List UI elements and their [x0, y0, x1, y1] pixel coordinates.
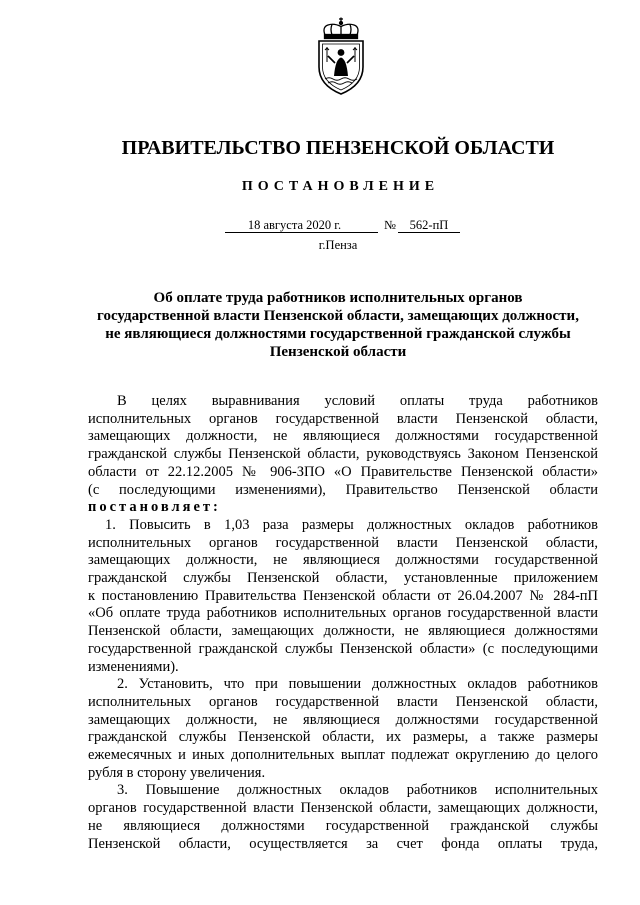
body-line: органов государственной власти Пензенской области, замещающих должности,	[88, 800, 598, 817]
body-line: Пензенской области, замещающих должности, не являющиеся должностями	[88, 623, 598, 640]
shield	[319, 41, 363, 94]
authority-title: ПРАВИТЕЛЬСТВО ПЕНЗЕНСКОЙ ОБЛАСТИ	[121, 137, 555, 159]
body-line: Пензенской области, осуществляется за счет фонда оплаты труда,	[88, 835, 598, 852]
body-line: замещающих должности, не являющиеся должностями государственной	[88, 552, 598, 569]
body-line: исполнительных органов государственной власти Пензенской области,	[88, 410, 598, 427]
heading-line: Пензенской области	[269, 344, 407, 360]
body-line: рубля в сторону увеличения.	[88, 764, 266, 781]
heading-line: не являющиеся должностями государственной гражданской службы	[105, 326, 571, 342]
body-line: 3. Повышение должностных окладов работников исполнительных	[117, 782, 598, 799]
body-line: к постановлению Правительства Пензенской области от 26.04.2007 № 284-пП	[88, 587, 598, 604]
body-line: исполнительных органов государственной власти Пензенской области,	[88, 693, 598, 710]
body-line: области от 22.12.2005 № 906-ЗПО «О Правительстве Пензенской области»	[88, 463, 598, 480]
body-line: государственной гражданской службы Пензенской области» (с последующими	[88, 640, 598, 657]
body-line: «Об оплате труда работников исполнительных органов государственной власти	[88, 605, 598, 622]
number-sign: №	[384, 218, 396, 232]
body-line: гражданской службы Пензенской области, руководствуясь Законом Пензенской	[88, 446, 598, 463]
city: г.Пенза	[318, 238, 358, 252]
coat-of-arms-icon	[312, 17, 370, 95]
document-number: 562-пП	[398, 218, 460, 233]
heading-line: государственной власти Пензенской области, замещающих должности,	[97, 308, 579, 324]
body-line: 1. Повысить в 1,03 раза размеры должностных окладов работников	[105, 516, 598, 533]
body-line: В целях выравнивания условий оплаты труда работников	[117, 393, 598, 409]
body-line: изменениями).	[88, 658, 179, 675]
resolves-word: постановляет:	[88, 499, 221, 516]
document-date: 18 августа 2020 г.	[225, 218, 378, 233]
heading-line: Об оплате труда работников исполнительных органов	[153, 290, 523, 306]
body-line: (с последующими изменениями), Правительство Пензенской области	[88, 481, 598, 498]
body-line: не являющиеся должностями государственной гражданской службы	[88, 817, 598, 834]
document-heading	[76, 289, 600, 361]
document-body	[88, 393, 598, 853]
body-line: замещающих должности, не являющиеся должностями государственной	[88, 711, 598, 728]
body-line: исполнительных органов государственной власти Пензенской области,	[88, 534, 598, 551]
body-line: гражданской службы Пензенской области, их размеры, а также размеры	[88, 729, 598, 746]
body-line: ежемесячных и иных дополнительных выплат подлежат округлению до целого	[88, 747, 598, 764]
body-line: замещающих должности, не являющиеся должностями государственной	[88, 428, 598, 445]
crown	[324, 18, 358, 39]
body-line: 2. Установить, что при повышении должностных окладов работников	[117, 676, 598, 693]
body-line: гражданской службы Пензенской области, установленные приложением	[88, 570, 598, 587]
document-type: ПОСТАНОВЛЕНИЕ	[241, 179, 440, 194]
